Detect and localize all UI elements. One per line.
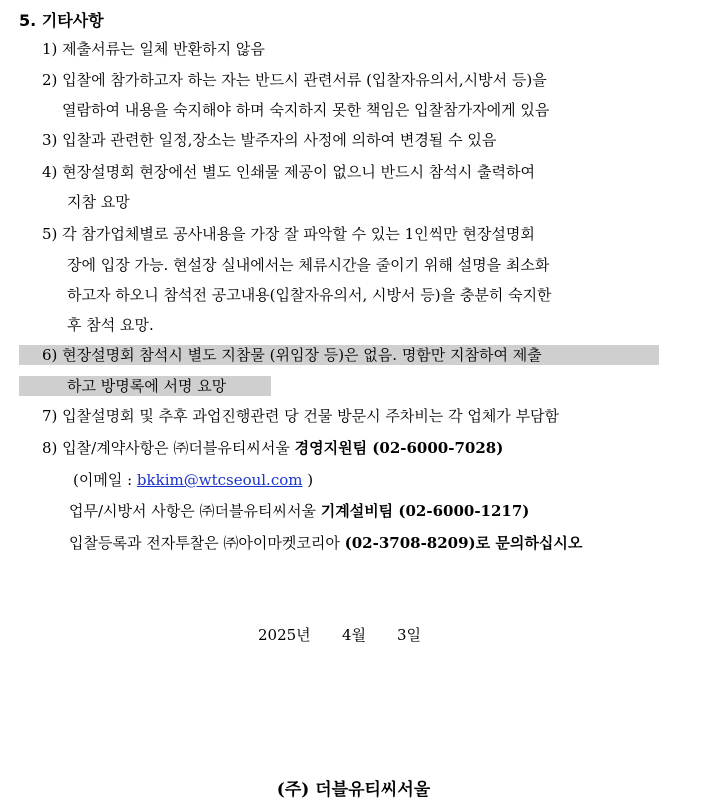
email-line [73,470,313,490]
date-month: 4월 [342,626,367,644]
item-6-line-2: 하고 방명록에 서명 요망 [19,376,271,396]
spec-prefix: 업무/시방서 사항은 ㈜더블유티씨서울 [69,502,321,520]
email-close: ) [302,471,314,489]
item-5-line-1: 5) 각 참가업체별로 공사내용을 가장 잘 파악할 수 있는 1인씩만 현장설명회 [42,225,535,243]
item-6-line-1: 6) 현장설명회 참석시 별도 지참물 (위임장 등)은 없음. 명함만 지참하여 제출 [19,345,659,365]
item-4-line-2: 지참 요망 [67,193,130,211]
item-2-line-2: 열람하여 내용을 숙지해야 하며 숙지하지 못한 책임은 입찰참가자에게 있음 [62,101,550,119]
company-signature: (주) 더블유티씨서울 [276,780,431,800]
item-5-line-2: 장에 입장 가능. 현설장 실내에서는 체류시간을 줄이기 위해 설명을 최소화 [67,256,550,274]
email-link[interactable]: bkkim@wtcseoul.com [136,471,303,489]
item-8 [42,438,503,458]
item-5-line-4: 후 참석 요망. [67,316,154,334]
date-year: 2025년 [258,626,311,644]
registration-line [69,533,582,553]
item-4-line-1: 4) 현장설명회 현장에선 별도 인쇄물 제공이 없으니 반드시 참석시 출력하여 [42,163,536,181]
item-3: 3) 입찰과 관련한 일정,장소는 발주자의 사정에 의하여 변경될 수 있음 [42,131,497,149]
email-open: (이메일 : [73,471,137,489]
section-title: 5. 기타사항 [19,11,104,30]
spec-team: 기계설비팀 (02-6000-1217) [320,502,530,520]
item-2-line-1: 2) 입찰에 참가하고자 하는 자는 반드시 관련서류 (입찰자유의서,시방서 등)을 [42,71,547,89]
item-7: 7) 입찰설명회 및 추후 과업진행관련 당 건물 방문시 주차비는 각 업체가 부담함 [42,407,560,425]
item-8-team: 경영지원팀 (02-6000-7028) [294,439,504,457]
item-5-line-3: 하고자 하오니 참석전 공고내용(입찰자유의서, 시방서 등)을 충분히 숙지한 [67,286,552,304]
item-1: 1) 제출서류는 일체 반환하지 않음 [42,40,265,58]
item-8-prefix: 8) 입찰/계약사항은 ㈜더블유티씨서울 [42,439,295,457]
registration-contact: (02-3708-8209)로 문의하십시오 [344,534,583,552]
registration-prefix: 입찰등록과 전자투찰은 ㈜아이마켓코리아 [69,534,345,552]
date-day: 3일 [397,626,422,644]
spec-line [69,501,529,521]
